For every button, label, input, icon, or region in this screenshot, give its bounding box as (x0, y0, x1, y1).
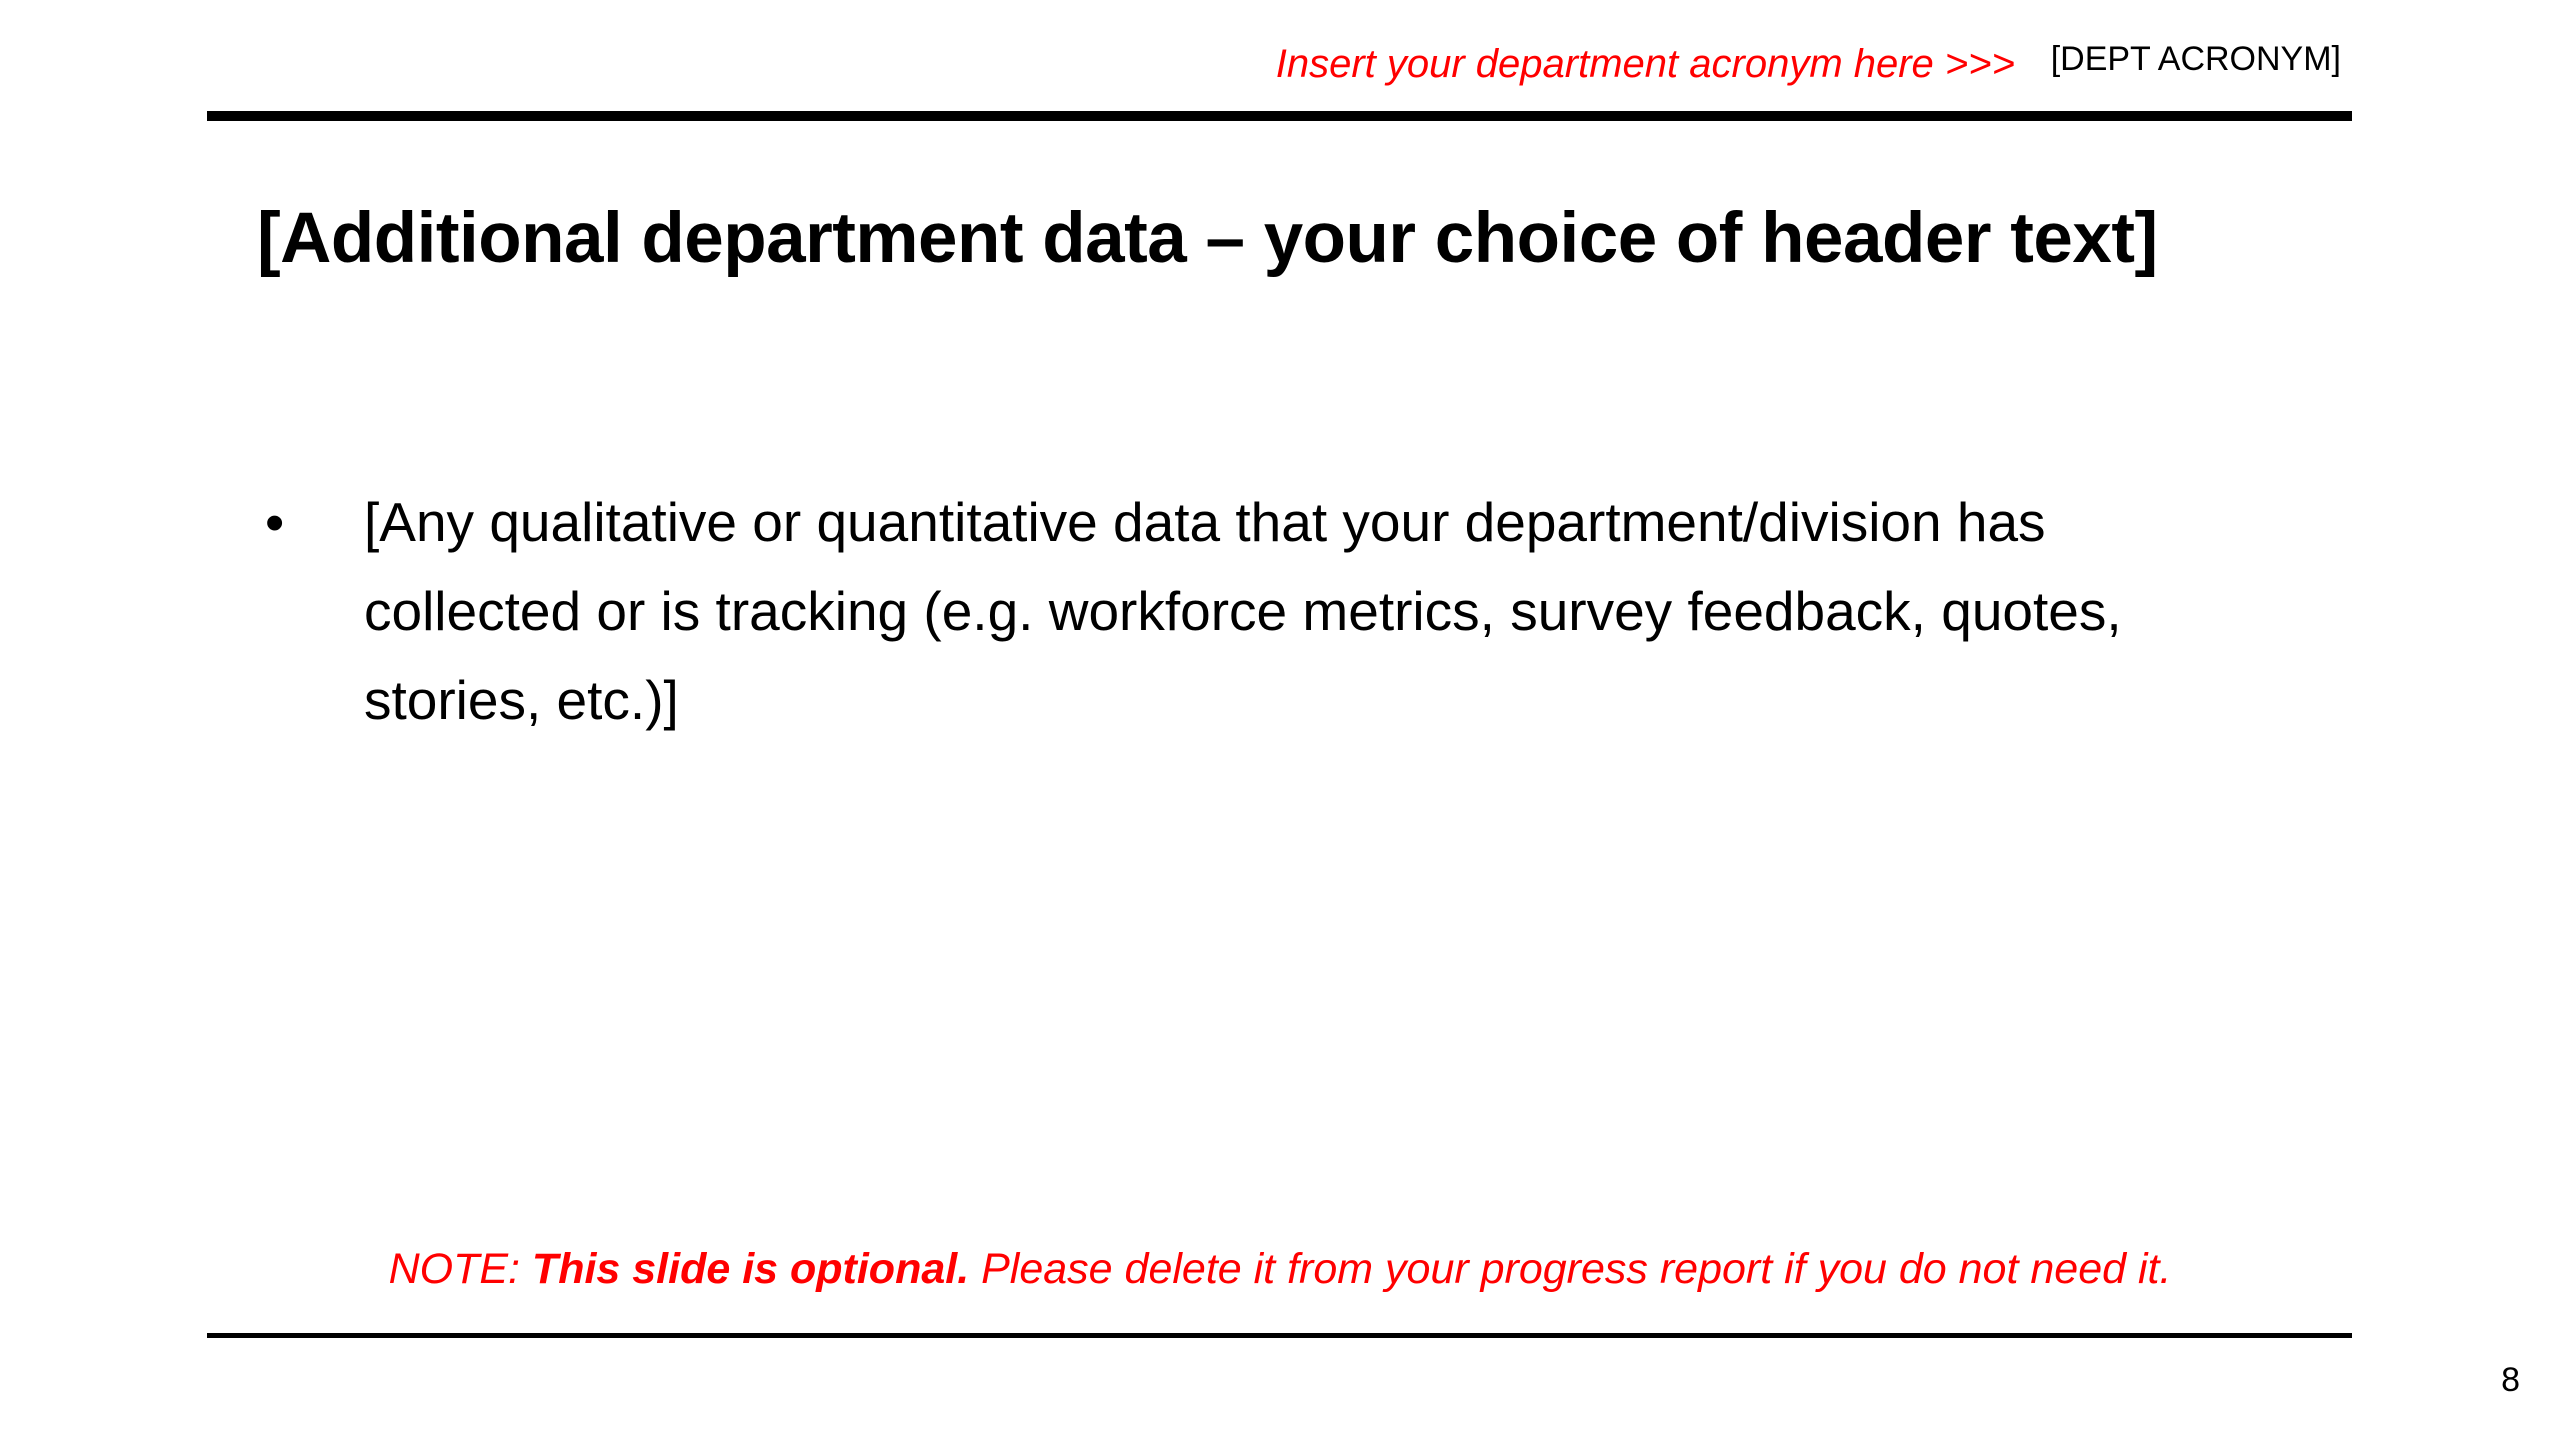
note-bold-text: This slide is optional. (531, 1245, 970, 1293)
top-divider (207, 111, 2352, 121)
bullet-item[interactable] (257, 478, 2257, 745)
optional-note (0, 1239, 2560, 1299)
page-number: 8 (2501, 1361, 2520, 1399)
slide-title[interactable]: [Additional department data – your choice of header text] (257, 199, 2158, 278)
acronym-prompt: Insert your department acronym here >>> (1275, 42, 2015, 86)
bullet-icon: • (265, 491, 285, 553)
bullet-list (257, 478, 2257, 745)
bullet-text: [Any qualitative or quantitative data that your department/division has collected or is tracking (e.g. workforce metrics, survey feedback, quotes, stories, etc.)] (364, 491, 2122, 731)
bottom-divider (207, 1333, 2352, 1338)
dept-acronym-field[interactable]: [DEPT ACRONYM] (2050, 40, 2341, 78)
note-rest: Please delete it from your progress report if you do not need it. (969, 1245, 2172, 1293)
note-prefix: NOTE: (388, 1245, 532, 1293)
